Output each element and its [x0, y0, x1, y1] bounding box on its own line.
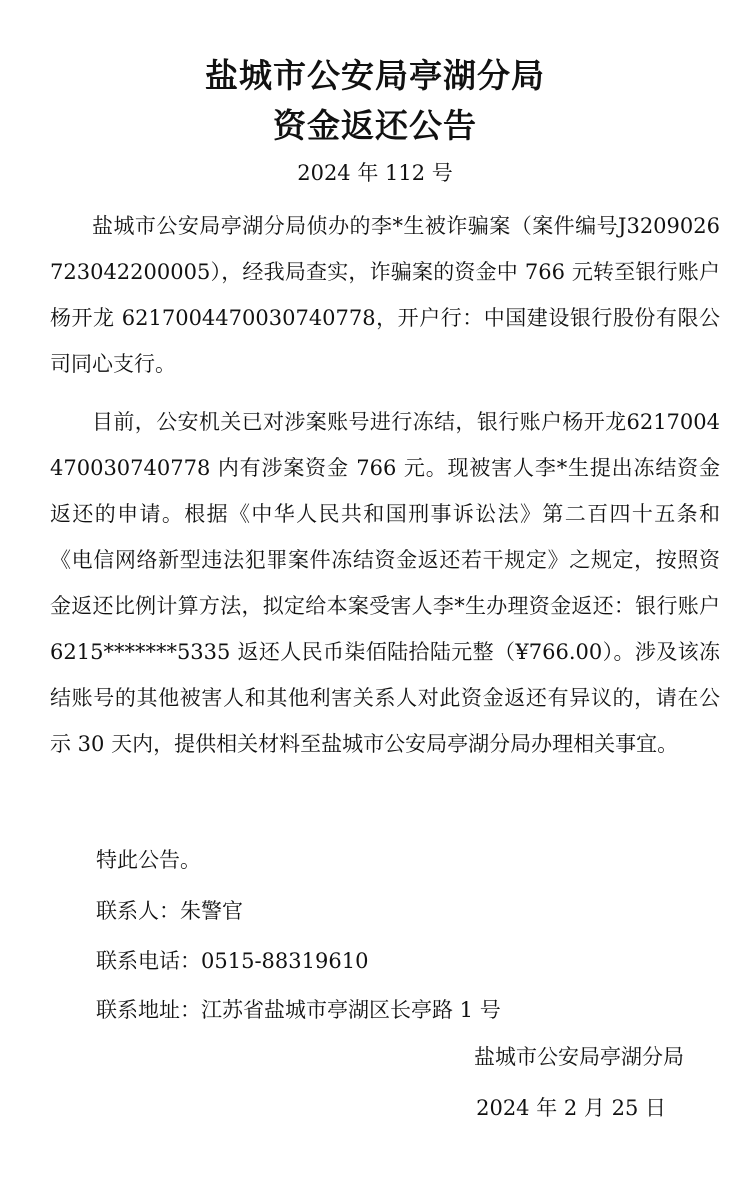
- notice-title-line2: 资金返还公告: [273, 106, 477, 145]
- body-paragraph-refund: 目前，公安机关已对涉案账号进行冻结，银行账户杨开龙6217004470030740778 内有涉案资金 766 元。现被害人李*生提出冻结资金返还的申请。根据《中华人民共和国刑事诉讼法》第二百四十五条和《电信网络新型违法犯罪案件冻结资金返还若干规定》之规定，按照资金返还比例计算方法，拟定给本案受害人李*生办理资金返还：银行账户 6215*******5335 返还人民币柒佰陆拾陆元整（¥766.00）。涉及该冻结账号的其他被害人和其他利害关系人对此资金返还有异议的，请在公示 30 天内，提供相关材料至盐城市公安局亭湖分局办理相关事宜。: [50, 410, 720, 756]
- body-paragraph-case: 盐城市公安局亭湖分局侦办的李*生被诈骗案（案件编号J3209026723042200005），经我局查实，诈骗案的资金中 766 元转至银行账户杨开龙 6217004470030740778，开户行：中国建设银行股份有限公司同心支行。: [50, 214, 720, 376]
- contact-person: 联系人：朱警官: [96, 899, 243, 923]
- document-number: 2024 年 112 号: [297, 161, 453, 185]
- closing-statement: 特此公告。: [96, 848, 201, 872]
- notice-title-line1: 盐城市公安局亭湖分局: [205, 56, 545, 95]
- contact-phone: 联系电话：0515-88319610: [96, 949, 369, 973]
- contact-address: 联系地址：江苏省盐城市亭湖区长亭路 1 号: [96, 998, 501, 1022]
- signature-date: 2024 年 2 月 25 日: [476, 1096, 666, 1120]
- signature-organization: 盐城市公安局亭湖分局: [474, 1045, 684, 1069]
